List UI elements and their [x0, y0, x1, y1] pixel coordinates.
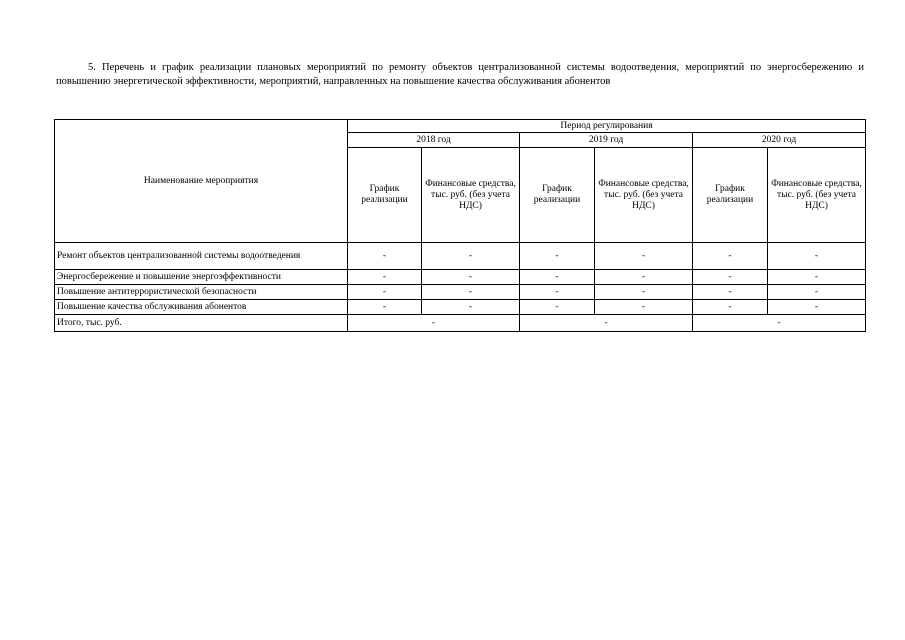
- table-cell: -: [768, 300, 866, 315]
- table-cell: -: [520, 285, 595, 300]
- table-cell: -: [595, 243, 693, 270]
- table-row: [55, 243, 866, 270]
- table-cell: -: [693, 270, 768, 285]
- finance-header-2018: Финансовые средства, тыс. руб. (без учета НДС): [422, 148, 520, 243]
- table-cell: -: [422, 285, 520, 300]
- year-header-2020: 2020 год: [693, 133, 866, 148]
- finance-header-2020: Финансовые средства, тыс. руб. (без учета НДС): [768, 148, 866, 243]
- activity-name: Повышение антитеррористической безопасности: [55, 285, 348, 300]
- activity-name: Повышение качества обслуживания абонентов: [55, 300, 348, 315]
- table-row: [55, 300, 866, 315]
- table-cell: -: [520, 270, 595, 285]
- regulation-period-header: Период регулирования: [348, 120, 866, 133]
- table-row: [55, 270, 866, 285]
- table-cell: -: [595, 270, 693, 285]
- table-cell: -: [348, 300, 422, 315]
- schedule-header-2018: График реализации: [348, 148, 422, 243]
- table-cell: -: [520, 300, 595, 315]
- table-cell: -: [422, 243, 520, 270]
- table-cell: -: [348, 270, 422, 285]
- table-cell: -: [348, 285, 422, 300]
- table-cell: -: [595, 300, 693, 315]
- table-cell: -: [768, 270, 866, 285]
- schedule-header-2019: График реализации: [520, 148, 595, 243]
- table-row: [55, 285, 866, 300]
- table-cell: -: [693, 243, 768, 270]
- total-2018: -: [348, 315, 520, 332]
- table-cell: -: [768, 285, 866, 300]
- table-cell: -: [520, 243, 595, 270]
- year-header-2019: 2019 год: [520, 133, 693, 148]
- table-cell: -: [422, 300, 520, 315]
- total-label: Итого, тыс. руб.: [55, 315, 348, 332]
- activity-name-header: Наименование мероприятия: [55, 120, 348, 243]
- table-cell: -: [422, 270, 520, 285]
- table-cell: -: [693, 300, 768, 315]
- table-cell: -: [768, 243, 866, 270]
- finance-header-2019: Финансовые средства, тыс. руб. (без учета НДС): [595, 148, 693, 243]
- year-header-2018: 2018 год: [348, 133, 520, 148]
- section-heading: 5. Перечень и график реализации плановых мероприятий по ремонту объектов централизованной системы водоотведения, мероприятий по энергосбережению и повышению энергетической эффективности, мероприятий, направленных на повышение качества обслуживания абонентов: [56, 62, 864, 87]
- total-2019: -: [520, 315, 693, 332]
- schedule-header-2020: График реализации: [693, 148, 768, 243]
- table-cell: -: [595, 285, 693, 300]
- table-cell: -: [348, 243, 422, 270]
- activity-name: Ремонт объектов централизованной системы водоотведения: [55, 243, 348, 270]
- total-2020: -: [693, 315, 866, 332]
- activity-name: Энергосбережение и повышение энергоэффективности: [55, 270, 348, 285]
- total-row: [55, 315, 866, 332]
- table-cell: -: [693, 285, 768, 300]
- activities-table: [54, 119, 866, 332]
